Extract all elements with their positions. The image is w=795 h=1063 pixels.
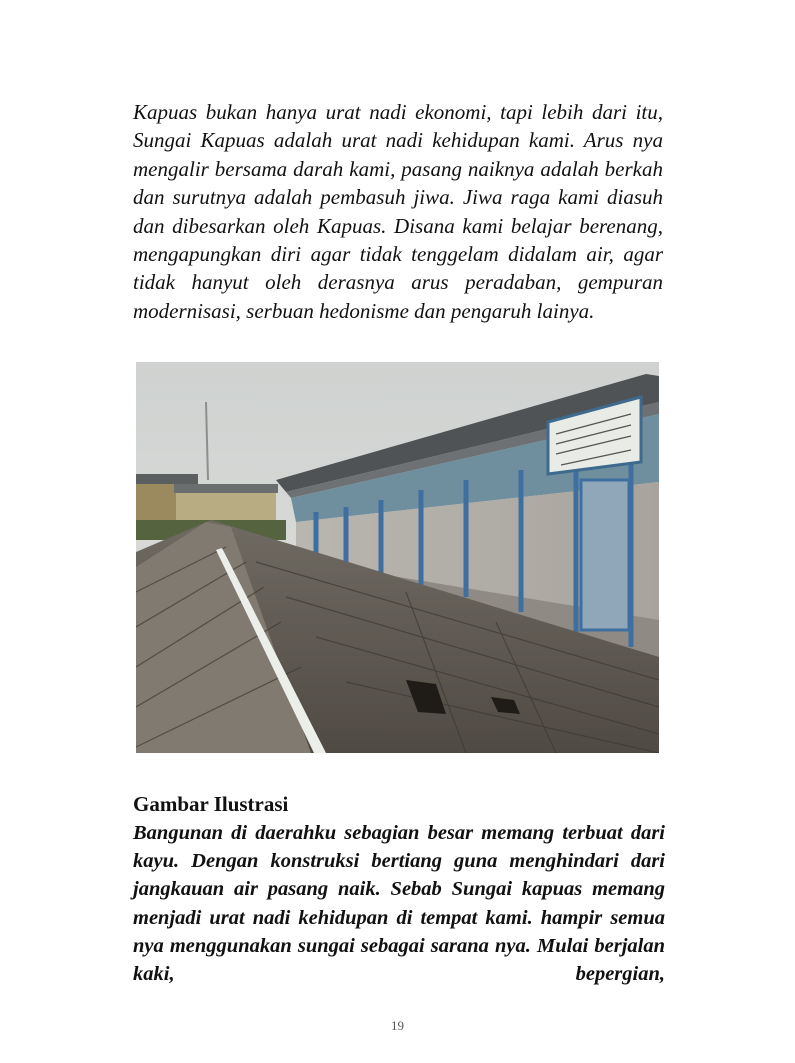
caption-paragraph: Bangunan di daerahku sebagian besar memang terbuat dari kayu. Dengan konstruksi bertiang guna menghindari dari jangkauan air pasang naik. Sebab Sungai kapuas memang menjadi urat nadi kehidupan di tempat kami. hampir semua nya menggunakan sungai sebagai sarana nya. Mulai berjalan kaki, bepergian,: [133, 822, 665, 986]
page-number: 19: [391, 1018, 404, 1033]
caption-title: Gambar Ilustrasi: [133, 792, 289, 816]
body-paragraph-kapuas: Kapuas bukan hanya urat nadi ekonomi, tapi lebih dari itu, Sungai Kapuas adalah urat nadi kehidupan kami. Arus nya mengalir bersama darah kami, pasang naiknya adalah berkah dan surutnya adalah pembasuh jiwa. Jiwa raga kami diasuh dan dibesarkan oleh Kapuas. Disana kami belajar berenang, mengapungkan diri agar tidak tenggelam didalam air, agar tidak hanyut oleh derasnya arus peradaban, gempuran modernisasi, serbuan hedonisme dan pengaruh lainya.: [133, 100, 663, 323]
illustration-photo: [136, 362, 659, 753]
